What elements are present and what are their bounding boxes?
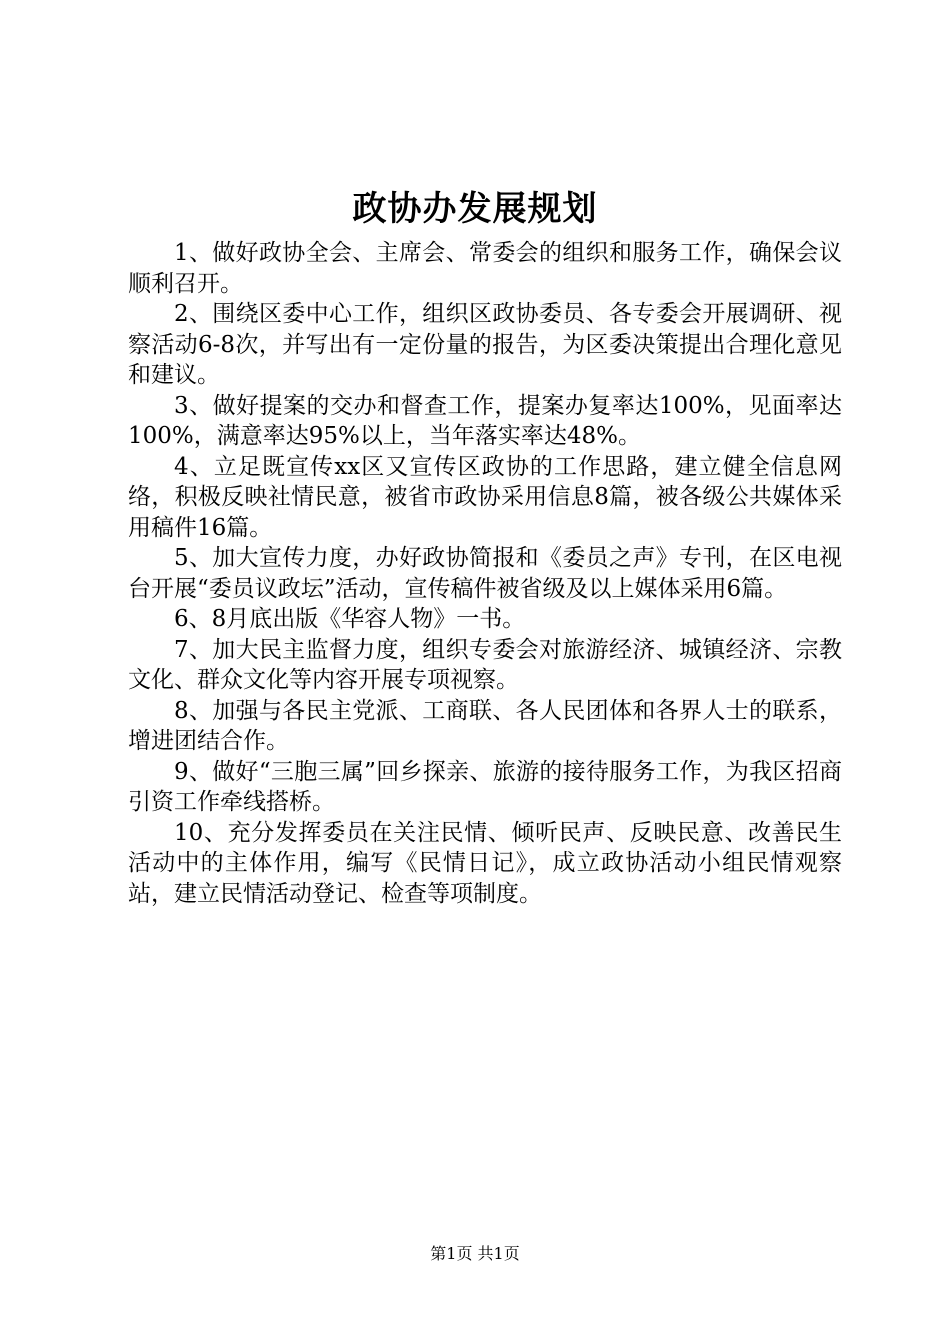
paragraph-7: 7、加大民主监督力度，组织专委会对旅游经济、城镇经济、宗教文化、群众文化等内容开展专项视察。 — [128, 636, 842, 693]
paragraph-3: 3、做好提案的交办和督查工作，提案办复率达100%，见面率达100%，满意率达95%以上，当年落实率达48%。 — [128, 392, 842, 449]
paragraph-4: 4、立足既宣传xx区又宣传区政协的工作思路，建立健全信息网络，积极反映社情民意，被省市政协采用信息8篇，被各级公共媒体采用稿件16篇。 — [128, 453, 842, 541]
document-body — [128, 238, 842, 909]
paragraph-5: 5、加大宣传力度，办好政协简报和《委员之声》专刊，在区电视台开展“委员议政坛”活动，宣传稿件被省级及以上媒体采用6篇。 — [128, 545, 842, 602]
paragraph-8: 8、加强与各民主党派、工商联、各人民团体和各界人士的联系，增进团结合作。 — [128, 697, 842, 754]
paragraph-9: 9、做好“三胞三属”回乡探亲、旅游的接待服务工作，为我区招商引资工作牵线搭桥。 — [128, 758, 842, 815]
page-footer: 第1页 共1页 — [430, 1244, 520, 1263]
paragraph-1: 1、做好政协全会、主席会、常委会的组织和服务工作，确保会议顺利召开。 — [128, 240, 842, 297]
paragraph-2: 2、围绕区委中心工作，组织区政协委员、各专委会开展调研、视察活动6-8次，并写出有一定份量的报告，为区委决策提出合理化意见和建议。 — [128, 301, 842, 388]
document-title: 政协办发展规划 — [352, 189, 598, 229]
paragraph-10: 10、充分发挥委员在关注民情、倾听民声、反映民意、改善民生活动中的主体作用，编写《民情日记》，成立政协活动小组民情观察站，建立民情活动登记、检查等项制度。 — [128, 819, 842, 907]
paragraph-6: 6、8月底出版《华容人物》一书。 — [174, 606, 526, 632]
